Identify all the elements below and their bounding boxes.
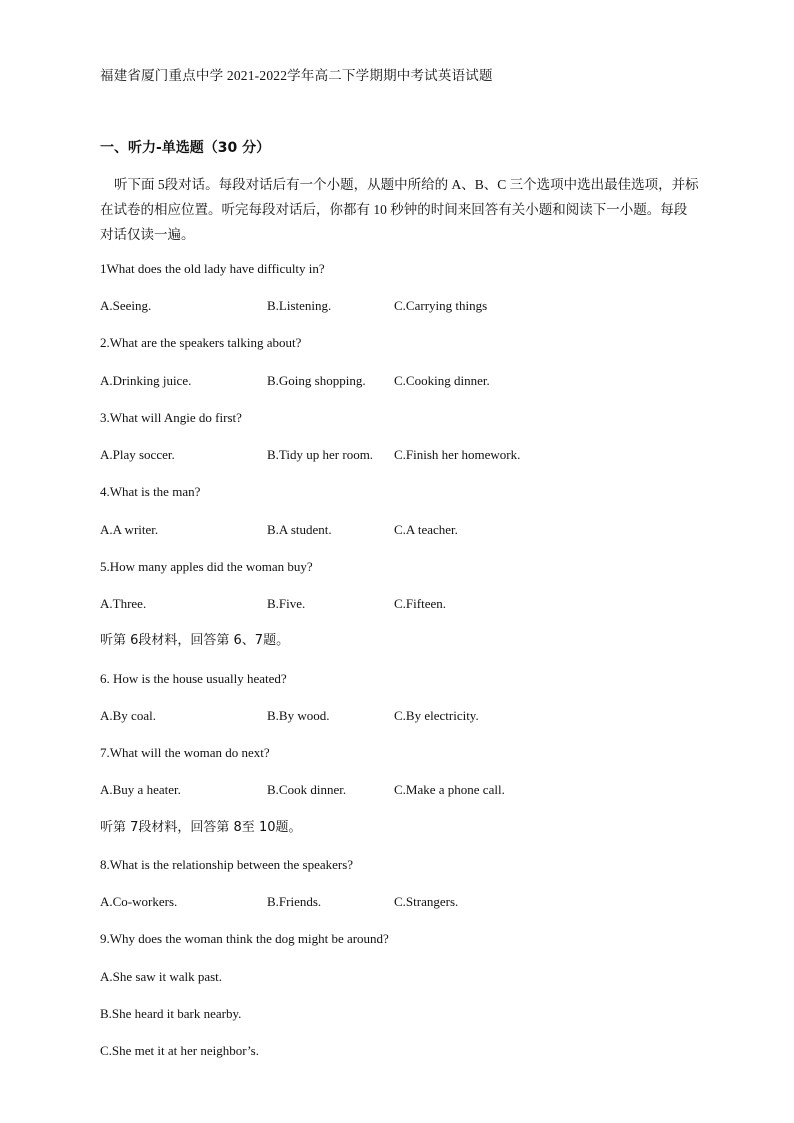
- question-6-option-b: B.By wood.: [267, 708, 330, 723]
- question-5-option-a: A.Three.: [100, 596, 147, 611]
- question-7-option-a: A.Buy a heater.: [100, 782, 181, 797]
- question-7-option-b: B.Cook dinner.: [267, 782, 347, 797]
- question-5-option-b: B.Five.: [267, 596, 306, 611]
- question-7-stem: 7.What will the woman do next?: [100, 745, 270, 760]
- question-1-option-b: B.Listening.: [267, 298, 332, 313]
- listening-instructions: [100, 172, 700, 247]
- question-8-option-b: B.Friends.: [267, 894, 322, 909]
- question-5-option-c: C.Fifteen.: [394, 596, 446, 611]
- question-9-option-c: C.She met it at her neighbor’s.: [100, 1043, 259, 1058]
- question-4-option-b: B.A student.: [267, 522, 332, 537]
- question-4-stem: 4.What is the man?: [100, 484, 201, 499]
- section-heading: 一、听力-单选题（30 分）: [100, 140, 271, 156]
- question-8-stem: 8.What is the relationship between the speakers?: [100, 857, 354, 872]
- question-4-option-c: C.A teacher.: [394, 522, 458, 537]
- question-5-stem: 5.How many apples did the woman buy?: [100, 559, 313, 574]
- question-2-option-c: C.Cooking dinner.: [394, 373, 490, 388]
- question-2-stem: 2.What are the speakers talking about?: [100, 335, 302, 350]
- question-1-option-a: A.Seeing.: [100, 298, 152, 313]
- question-8-option-a: A.Co-workers.: [100, 894, 178, 909]
- question-9-option-a: A.She saw it walk past.: [100, 969, 223, 984]
- question-9-option-b: B.She heard it bark nearby.: [100, 1006, 242, 1021]
- question-6-option-a: A.By coal.: [100, 708, 156, 723]
- material-6-note: 听第 6段材料，回答第 6、7题。: [100, 633, 290, 648]
- question-3-option-a: A.Play soccer.: [100, 447, 175, 462]
- question-3-option-b: B.Tidy up her room.: [267, 447, 374, 462]
- question-6-stem: 6. How is the house usually heated?: [100, 671, 287, 686]
- instructions-text: 听下面 5段对话。每段对话后有一个小题，从题中所给的 A、B、C 三个选项中选出最佳选项，并标在试卷的相应位置。听完每段对话后，你都有 10 秒钟的时间来回答有关小题和阅读下一小题。每段对话仅读一遍。: [100, 177, 699, 242]
- question-4-option-a: A.A writer.: [100, 522, 159, 537]
- document-title: 福建省厦门重点中学 2021-2022学年高二下学期期中考试英语试题: [100, 68, 493, 83]
- question-3-stem: 3.What will Angie do first?: [100, 410, 242, 425]
- material-7-note: 听第 7段材料，回答第 8至 10题。: [100, 820, 302, 835]
- question-1-option-c: C.Carrying things: [394, 298, 488, 313]
- question-3-option-c: C.Finish her homework.: [394, 447, 521, 462]
- question-1-stem: 1What does the old lady have difficulty in?: [100, 261, 325, 276]
- question-2-option-b: B.Going shopping.: [267, 373, 366, 388]
- question-7-option-c: C.Make a phone call.: [394, 782, 505, 797]
- question-8-option-c: C.Strangers.: [394, 894, 459, 909]
- question-6-option-c: C.By electricity.: [394, 708, 479, 723]
- question-2-option-a: A.Drinking juice.: [100, 373, 192, 388]
- question-9-stem: 9.Why does the woman think the dog might be around?: [100, 931, 389, 946]
